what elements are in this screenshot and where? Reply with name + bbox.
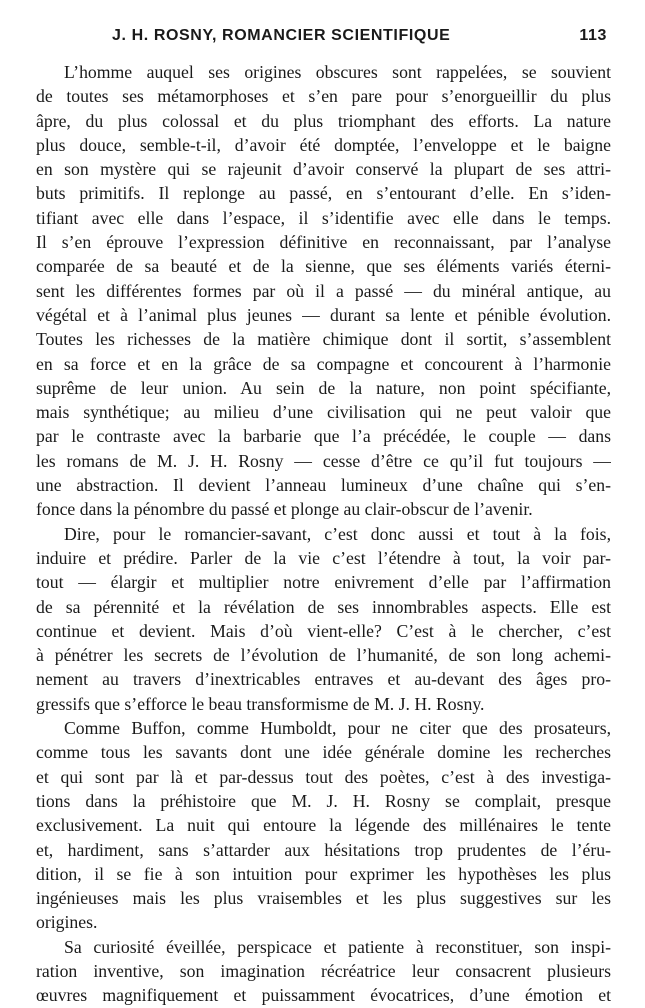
text-line: Sa curiosité éveillée, perspicace et patiente à reconstituer, son inspi- xyxy=(64,936,611,957)
text-line: exclusivement. La nuit qui entoure la légende des millénaires le tente xyxy=(36,815,611,836)
text-line: en son mystère qui se rajeunit d’avoir conservé la plupart de ses attri- xyxy=(36,159,611,180)
text-line: Toutes les richesses de la matière chimique dont il sortit, s’assemblent xyxy=(36,329,611,350)
text-line: une abstraction. Il devient l’anneau lumineux d’une chaîne qui s’en- xyxy=(36,475,611,496)
text-line: Dire, pour le romancier-savant, c’est donc aussi et tout à la fois, xyxy=(64,523,611,544)
text-line: induire et prédire. Parler de la vie c’est l’étendre à tout, la voir par- xyxy=(36,547,611,568)
body-text xyxy=(36,60,611,1008)
text-line: buts primitifs. Il replonge au passé, en s’entourant d’elle. En s’iden- xyxy=(36,183,611,204)
text-line: dition, il se fie à son intuition pour exprimer les hypothèses les plus xyxy=(36,863,611,884)
text-line: L’homme auquel ses origines obscures sont rappelées, se souvient xyxy=(64,62,611,82)
page-number: 113 xyxy=(579,27,607,44)
text-line: continue et devient. Mais d’où vient-elle? C’est à le chercher, c’est xyxy=(36,620,611,641)
running-header xyxy=(36,24,607,48)
text-line: végétal et à l’animal plus jeunes — durant sa lente et pénible évolution. xyxy=(36,304,611,325)
text-line: tifiant avec elle dans l’espace, il s’identifie avec elle dans le temps. xyxy=(36,207,611,228)
text-line: origines. xyxy=(36,912,98,933)
text-line: nement au travers d’inextricables entraves et au-devant des âges pro- xyxy=(36,669,611,690)
text-line: gressifs que s’efforce le beau transformisme de M. J. H. Rosny. xyxy=(36,693,485,714)
text-line: les romans de M. J. H. Rosny — cesse d’être ce qu’il fut toujours — xyxy=(36,450,611,471)
text-line: tout — élargir et multiplier notre enivrement d’elle par l’affirmation xyxy=(36,572,611,593)
paragraph xyxy=(36,522,611,716)
text-line: et qui sont par là et par-dessus tout des poètes, c’est à des investiga- xyxy=(36,766,611,787)
text-line: ration inventive, son imagination récréatrice leur consacrent plusieurs xyxy=(36,960,611,981)
paragraph xyxy=(36,60,611,522)
running-title: J. H. ROSNY, ROMANCIER SCIENTIFIQUE xyxy=(112,27,451,44)
text-line: suprême de leur union. Au sein de la nature, non point spécifiante, xyxy=(36,377,611,398)
text-line: à pénétrer les secrets de l’évolution de l’humanité, de son long achemi- xyxy=(36,645,611,666)
text-line: de toutes ses métamorphoses et s’en pare pour s’enorgueillir du plus xyxy=(36,86,611,107)
text-line: ingénieuses mais les plus vraisembles et les plus suggestives sur les xyxy=(36,888,611,909)
text-line: tions dans la préhistoire que M. J. H. Rosny se complait, presque xyxy=(36,790,611,811)
text-line: œuvres magnifiquement et puissamment évocatrices, d’une émotion et xyxy=(36,985,611,1006)
text-line: et, hardiment, sans s’attarder aux hésitations trop prudentes de l’éru- xyxy=(36,839,611,860)
text-line: par le contraste avec la barbarie que l’a précédée, le couple — dans xyxy=(36,426,611,447)
text-line: en sa force et en la grâce de sa compagne et concourent à l’harmonie xyxy=(36,353,611,374)
text-line: comparée de sa beauté et de la sienne, que ses éléments variés éterni- xyxy=(36,256,611,277)
text-line: sent les différentes formes par où il a passé — du minéral antique, au xyxy=(36,280,611,301)
text-line: Comme Buffon, comme Humboldt, pour ne citer que des prosateurs, xyxy=(64,718,611,739)
text-line: fonce dans la pénombre du passé et plonge au clair-obscur de l’avenir. xyxy=(36,499,533,520)
text-line: Il s’en éprouve l’expression définitive en reconnaissant, par l’analyse xyxy=(36,232,611,253)
text-line: de sa pérennité et la révélation de ses innombrables aspects. Elle est xyxy=(36,596,611,617)
paragraph xyxy=(36,935,611,1008)
paragraph xyxy=(36,716,611,935)
text-line: comme tous les savants dont une idée générale domine les recherches xyxy=(36,742,611,763)
text-line: plus douce, semble-t-il, d’avoir été domptée, l’enveloppe et le baigne xyxy=(36,134,611,155)
text-line: mais synthétique; au milieu d’une civilisation qui ne peut valoir que xyxy=(36,402,611,423)
text-line: âpre, du plus colossal et du plus triomphant des efforts. La nature xyxy=(36,110,611,131)
